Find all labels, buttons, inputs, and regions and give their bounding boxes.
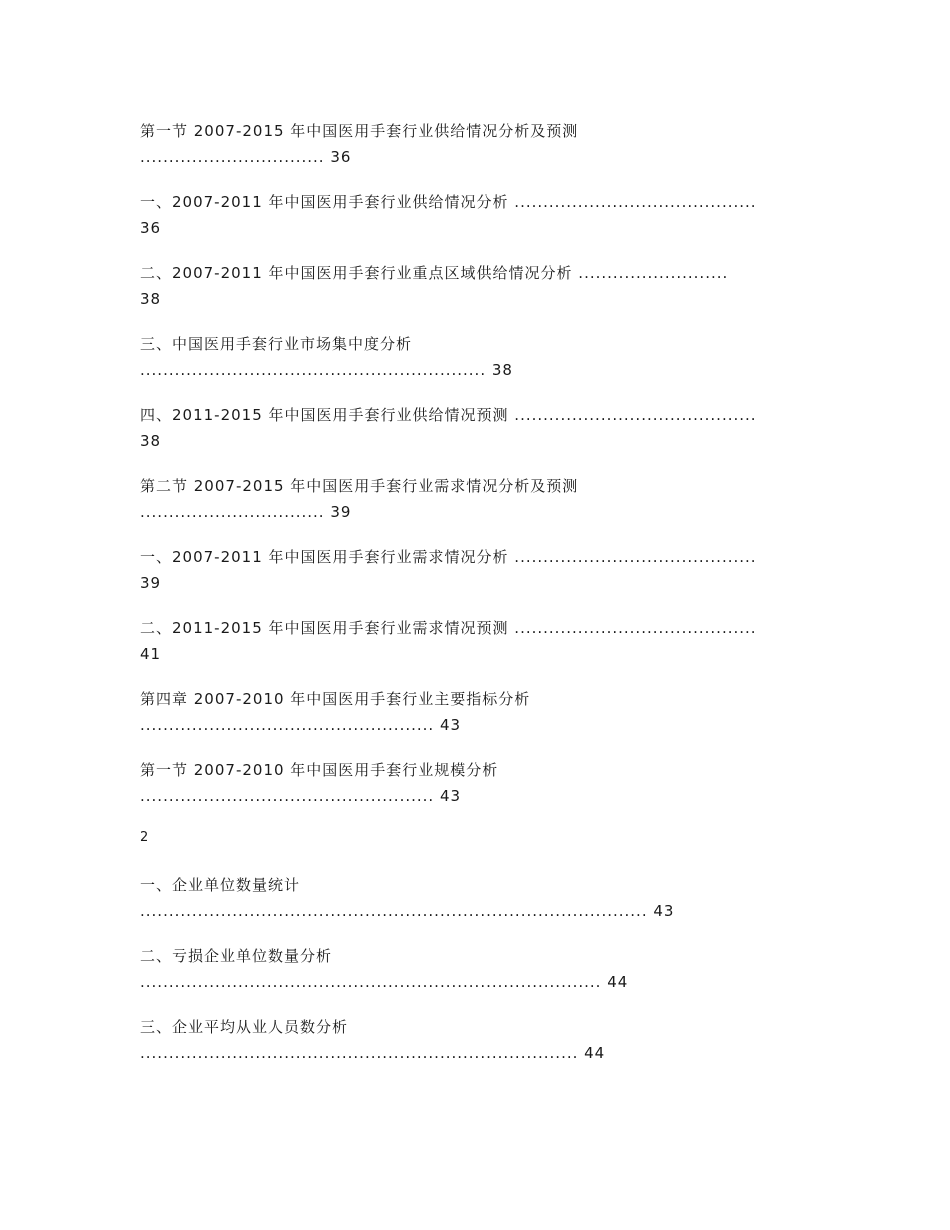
toc-entry-leader-page: 36	[140, 219, 162, 237]
toc-entry-leader-page: ........................................................................................ 43	[140, 902, 675, 920]
toc-entry-leader-page: ............................................................................ 44	[140, 1044, 606, 1062]
toc-entry[interactable]	[140, 943, 820, 995]
toc-entry-title: 第二节 2007-2015 年中国医用手套行业需求情况分析及预测	[140, 477, 579, 495]
toc-entry[interactable]	[140, 331, 820, 383]
toc-entry-title: 二、2007-2011 年中国医用手套行业重点区域供给情况分析 ..........................	[140, 264, 729, 282]
toc-entry-title: 四、2011-2015 年中国医用手套行业供给情况预测 ..........................................	[140, 406, 757, 424]
toc-entry-leader-page: ............................................................ 38	[140, 361, 513, 379]
toc-entry-title: 第一节 2007-2010 年中国医用手套行业规模分析	[140, 761, 499, 779]
toc-entry-leader-page: ................................ 36	[140, 148, 352, 166]
toc-entry-title: 一、企业单位数量统计	[140, 876, 301, 894]
toc-entry[interactable]	[140, 402, 820, 454]
toc-entry[interactable]	[140, 189, 820, 241]
toc-entry-leader-page: ................................ 39	[140, 503, 352, 521]
toc-entry[interactable]	[140, 757, 820, 809]
toc-entry-leader-page: 38	[140, 432, 162, 450]
toc-entry-title: 二、亏损企业单位数量分析	[140, 947, 333, 965]
toc-entry[interactable]	[140, 544, 820, 596]
toc-entry-title: 二、2011-2015 年中国医用手套行业需求情况预测 ..........................................	[140, 619, 757, 637]
toc-entry-title: 第一节 2007-2015 年中国医用手套行业供给情况分析及预测	[140, 122, 579, 140]
toc-entry-title: 一、2007-2011 年中国医用手套行业供给情况分析 ..........................................	[140, 193, 757, 211]
toc-entry-leader-page: 41	[140, 645, 162, 663]
toc-entry[interactable]	[140, 872, 820, 924]
toc-entry[interactable]	[140, 1014, 820, 1066]
table-of-contents	[140, 118, 820, 1085]
toc-entry-leader-page: ................................................... 43	[140, 716, 462, 734]
toc-entry[interactable]	[140, 260, 820, 312]
toc-entry[interactable]	[140, 686, 820, 738]
toc-entry-title: 一、2007-2011 年中国医用手套行业需求情况分析 ..........................................	[140, 548, 757, 566]
toc-entry-title: 三、企业平均从业人员数分析	[140, 1018, 349, 1036]
toc-entry-leader-page: ................................................................................ 44	[140, 973, 629, 991]
toc-entry[interactable]	[140, 118, 820, 170]
toc-entry[interactable]	[140, 473, 820, 525]
toc-entry-title: 三、中国医用手套行业市场集中度分析	[140, 335, 413, 353]
toc-entry-leader-page: 38	[140, 290, 162, 308]
toc-entry-title: 第四章 2007-2010 年中国医用手套行业主要指标分析	[140, 690, 531, 708]
page-number-marker: 2	[140, 830, 149, 845]
toc-entry[interactable]	[140, 615, 820, 667]
toc-entry-leader-page: ................................................... 43	[140, 787, 462, 805]
toc-entry-leader-page: 39	[140, 574, 162, 592]
